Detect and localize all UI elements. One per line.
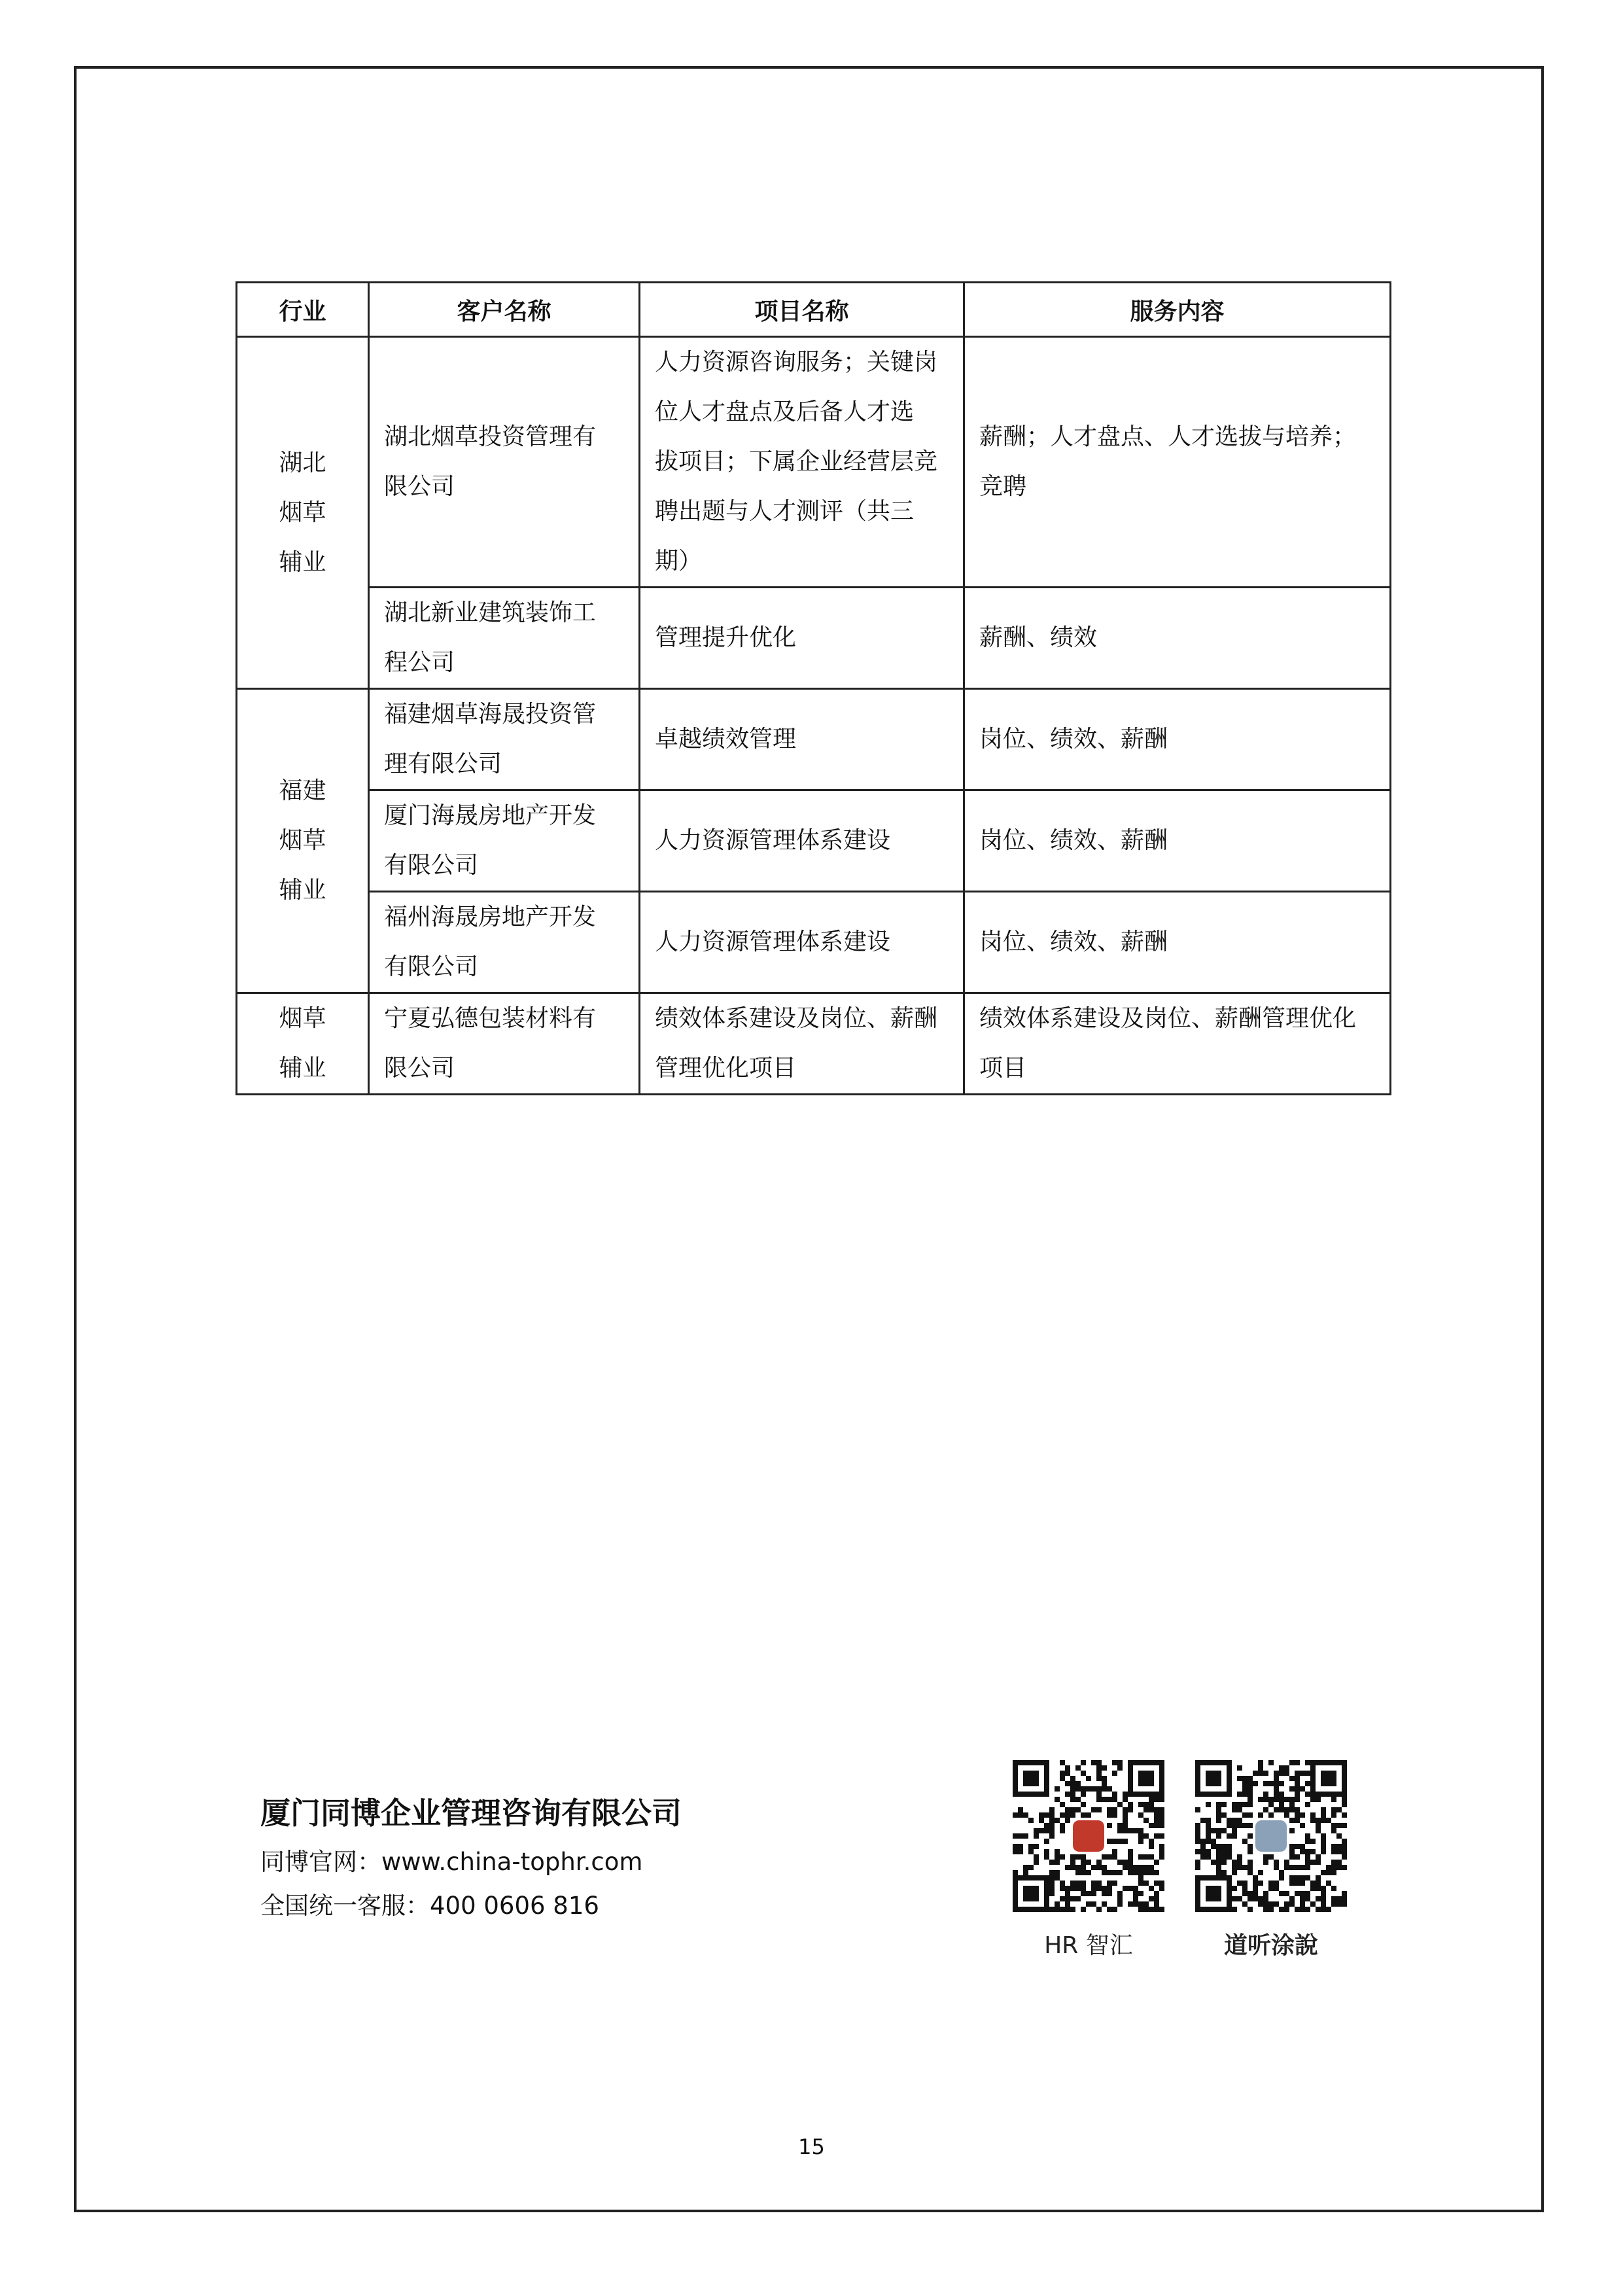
service-line: 薪酬、绩效 — [979, 624, 1098, 651]
client-table — [236, 281, 1391, 1095]
service-line: 竞聘 — [979, 473, 1027, 500]
client-cell — [369, 790, 640, 892]
header-project: 项目名称 — [640, 283, 964, 337]
service-line: 岗位、绩效、薪酬 — [979, 928, 1168, 955]
industry-line: 辅业 — [279, 877, 326, 904]
client-line: 限公司 — [384, 473, 455, 500]
industry-cell — [237, 689, 369, 993]
website-line: 同博官网：www.china-tophr.com — [260, 1848, 643, 1876]
project-line: 人力资源管理体系建设 — [655, 928, 891, 955]
client-line: 限公司 — [384, 1055, 455, 1082]
industry-line: 辅业 — [279, 1055, 326, 1082]
table-row — [237, 588, 1391, 689]
project-cell — [640, 689, 964, 790]
table-row — [237, 790, 1391, 892]
industry-line: 烟草 — [279, 1005, 326, 1032]
project-line: 管理优化项目 — [655, 1055, 797, 1082]
project-cell — [640, 993, 964, 1095]
industry-cell — [237, 993, 369, 1095]
client-line: 福州海晟房地产开发 — [384, 904, 597, 930]
project-cell — [640, 337, 964, 588]
service-line: 项目 — [979, 1055, 1027, 1082]
industry-line: 烟草 — [279, 827, 326, 854]
service-line: 岗位、绩效、薪酬 — [979, 726, 1168, 752]
header-industry: 行业 — [237, 283, 369, 337]
project-line: 人力资源咨询服务；关键岗 — [655, 349, 938, 376]
service-cell — [964, 790, 1391, 892]
service-line: 绩效体系建设及岗位、薪酬管理优化 — [979, 1005, 1357, 1032]
industry-line: 辅业 — [279, 548, 326, 576]
project-cell — [640, 790, 964, 892]
project-line: 卓越绩效管理 — [655, 726, 797, 752]
project-line: 人力资源管理体系建设 — [655, 827, 891, 854]
header-service: 服务内容 — [964, 283, 1391, 337]
client-line: 福建烟草海晟投资管 — [384, 701, 597, 728]
client-cell — [369, 588, 640, 689]
table-row — [237, 892, 1391, 993]
qr-caption-hr: HR 智汇 — [1044, 1932, 1133, 1959]
company-name: 厦门同博企业管理咨询有限公司 — [260, 1795, 682, 1831]
client-cell — [369, 993, 640, 1095]
project-line: 绩效体系建设及岗位、薪酬 — [655, 1005, 938, 1032]
industry-cell — [237, 337, 369, 689]
client-line: 厦门海晟房地产开发 — [384, 802, 597, 829]
client-cell — [369, 337, 640, 588]
client-line: 有限公司 — [384, 953, 479, 980]
project-line: 拔项目；下属企业经营层竞 — [655, 448, 938, 475]
table-body — [237, 337, 1391, 1095]
project-line: 管理提升优化 — [655, 624, 797, 651]
header-client: 客户名称 — [369, 283, 640, 337]
table-row — [237, 993, 1391, 1095]
industry-line: 福建 — [279, 777, 326, 804]
hotline-line: 全国统一客服：400 0606 816 — [260, 1892, 599, 1920]
project-cell — [640, 892, 964, 993]
service-cell — [964, 588, 1391, 689]
project-line: 期） — [655, 548, 703, 574]
service-cell — [964, 993, 1391, 1095]
industry-line: 湖北 — [279, 449, 326, 476]
table-header-row — [237, 283, 1391, 337]
client-line: 有限公司 — [384, 852, 479, 879]
project-line: 位人才盘点及后备人才选 — [655, 398, 915, 425]
client-line: 程公司 — [384, 649, 455, 676]
project-line: 聘出题与人才测评（共三 — [655, 498, 915, 525]
project-cell — [640, 588, 964, 689]
table-row — [237, 337, 1391, 588]
qr-code-icon — [1195, 1760, 1347, 1912]
service-line: 岗位、绩效、薪酬 — [979, 827, 1168, 854]
service-cell — [964, 892, 1391, 993]
industry-line: 烟草 — [279, 499, 326, 526]
client-line: 理有限公司 — [384, 751, 502, 777]
client-cell — [369, 892, 640, 993]
client-cell — [369, 689, 640, 790]
client-line: 湖北烟草投资管理有 — [384, 423, 597, 450]
page-number: 15 — [798, 2134, 825, 2159]
qr-caption-dt: 道听涂說 — [1223, 1932, 1318, 1959]
service-line: 薪酬；人才盘点、人才选拔与培养； — [979, 423, 1357, 450]
service-cell — [964, 337, 1391, 588]
client-line: 宁夏弘德包装材料有 — [384, 1005, 597, 1032]
qr-code-icon — [1013, 1760, 1164, 1912]
service-cell — [964, 689, 1391, 790]
table-row — [237, 689, 1391, 790]
client-line: 湖北新业建筑装饰工 — [384, 599, 597, 626]
